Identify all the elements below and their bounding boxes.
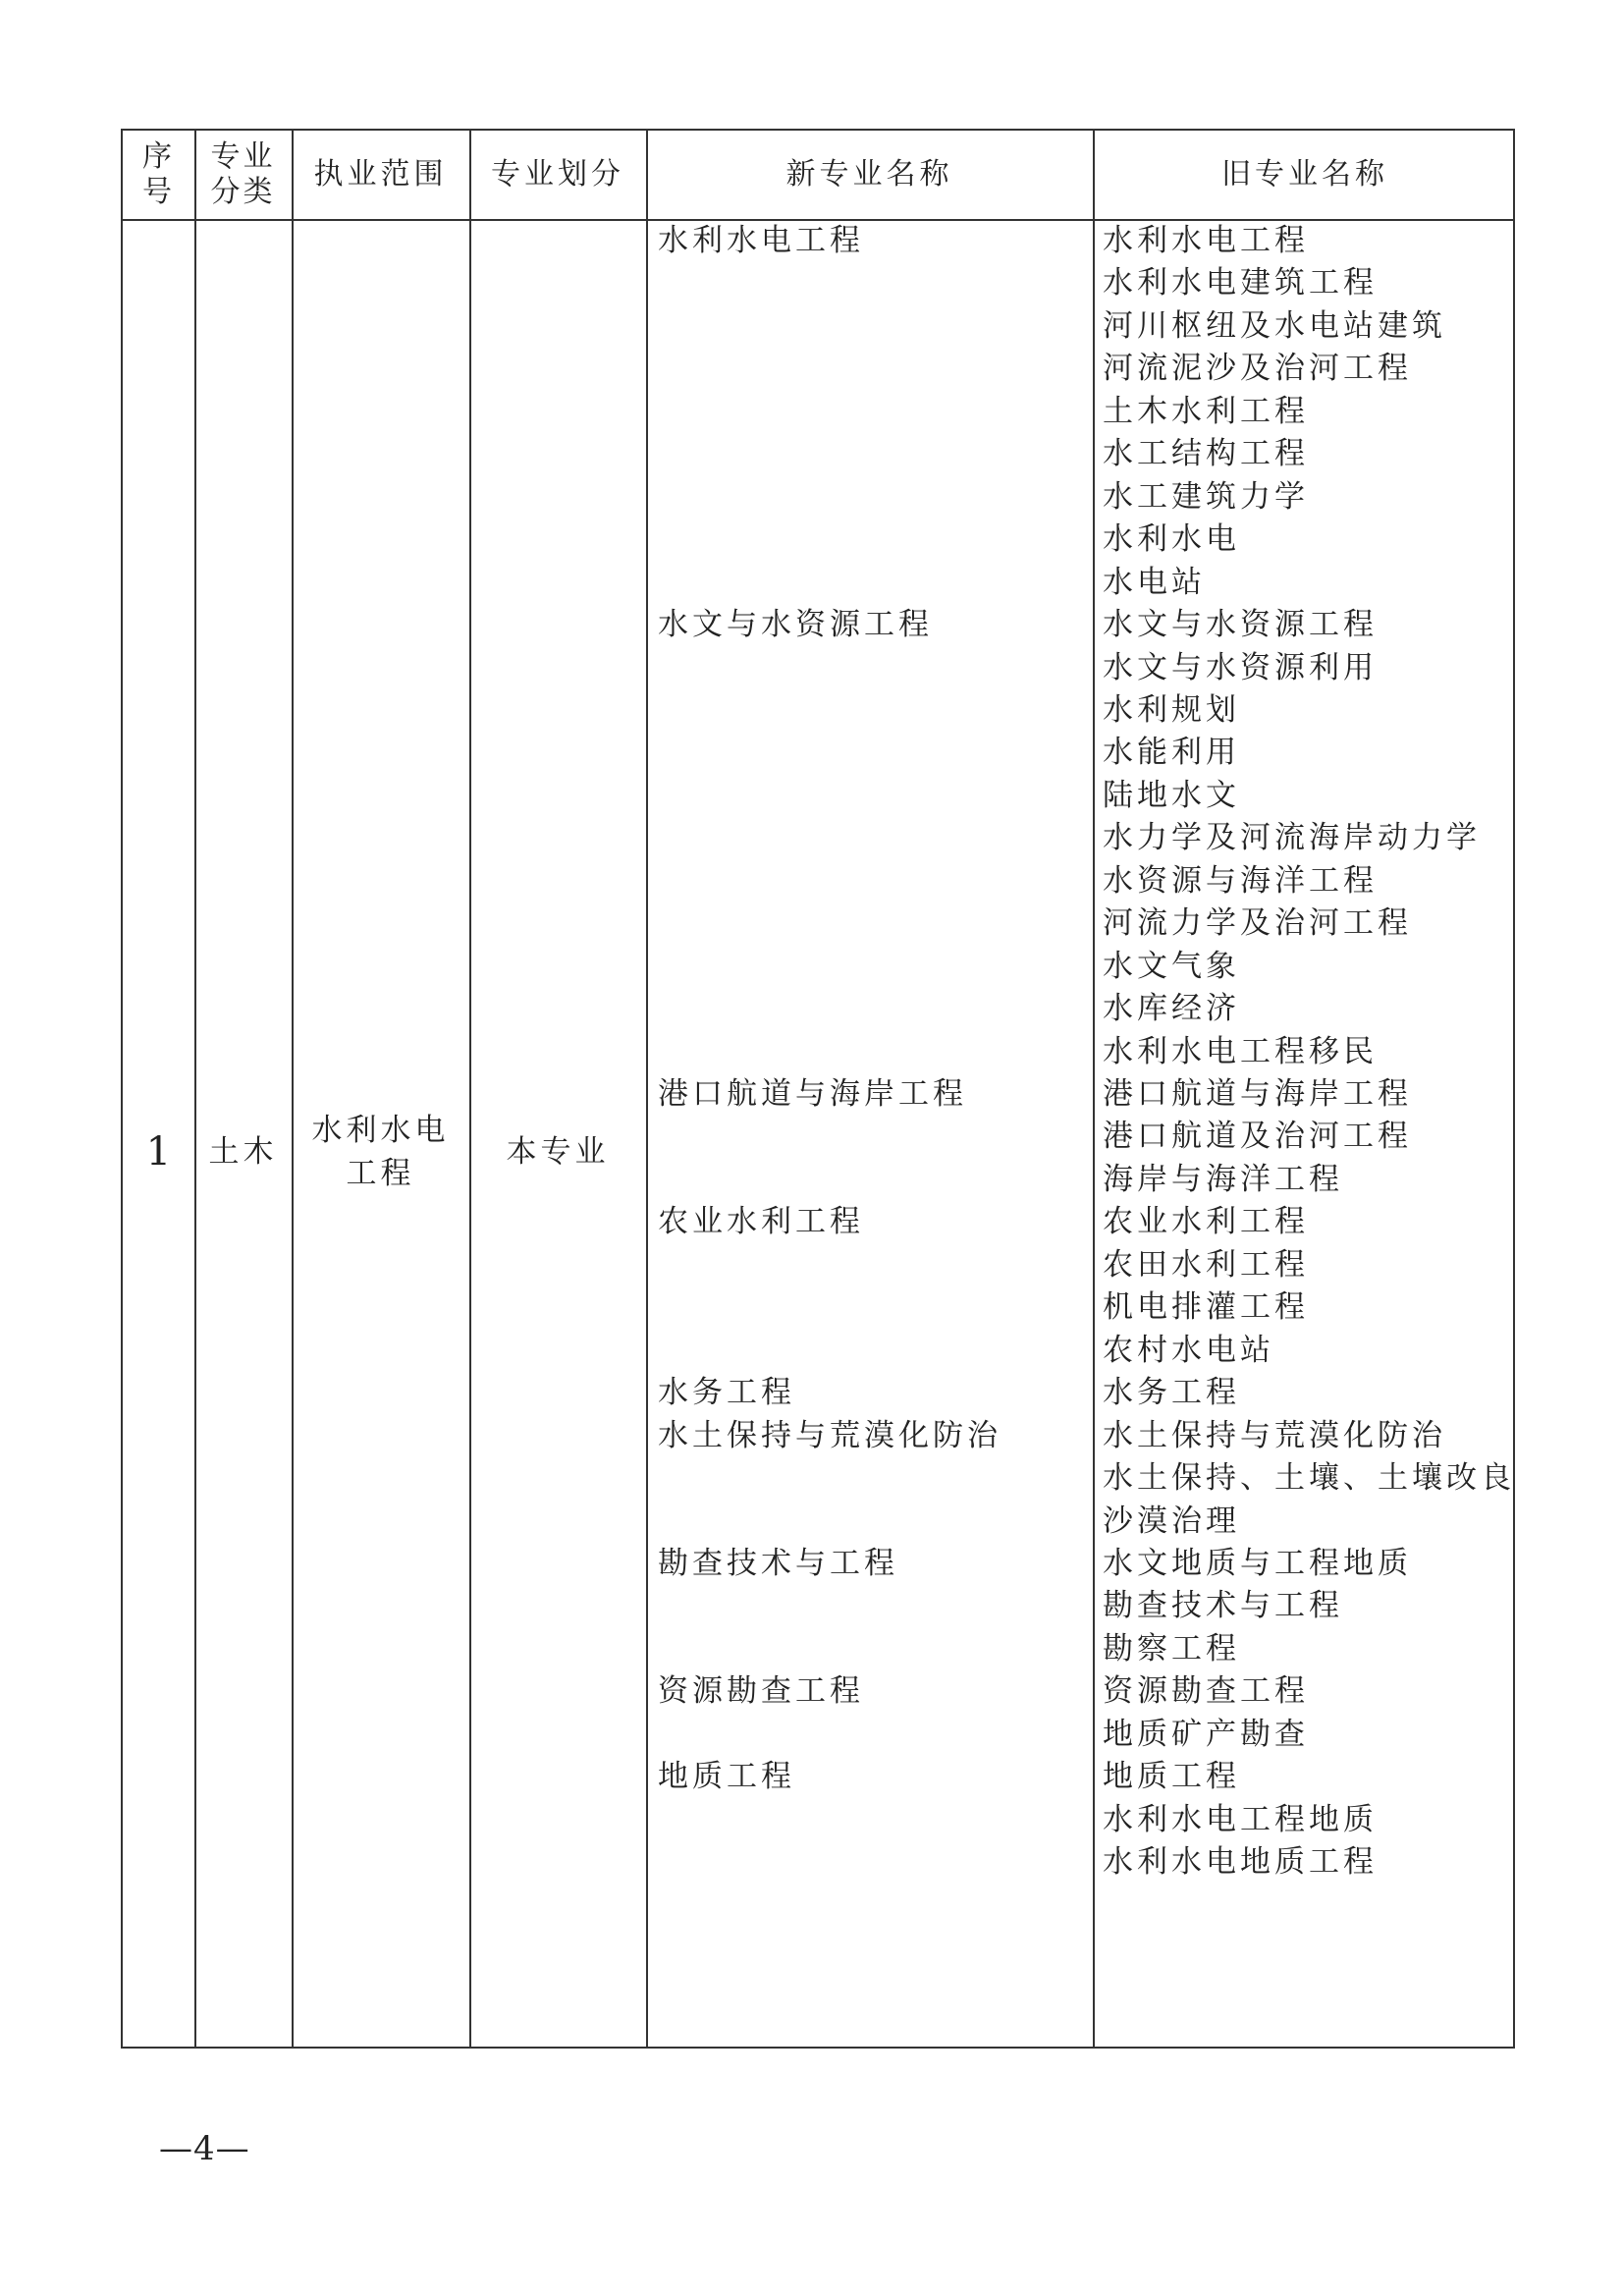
header-seq-line1: 序 [142,139,175,174]
old-name-item: 农村水电站 [1103,1332,1274,1368]
old-name-item: 地质矿产勘查 [1103,1716,1309,1752]
old-name-item: 河流泥沙及治河工程 [1103,351,1412,387]
row-seq: 1 [145,1129,172,1175]
old-name-item: 水利水电 [1103,521,1240,558]
column-divider [292,131,294,2047]
new-name-item: 勘查技术与工程 [658,1545,898,1581]
old-name-item: 水土保持、土壤、土壤改良 [1103,1460,1515,1497]
header-new-name: 新专业名称 [785,157,953,191]
old-name-item: 水利水电工程地质 [1103,1801,1378,1837]
old-name-item: 水利规划 [1103,691,1240,728]
old-name-item: 水文地质与工程地质 [1103,1545,1412,1581]
column-divider [194,131,196,2047]
old-name-item: 地质工程 [1103,1759,1240,1795]
header-scope: 执业范围 [313,157,448,191]
old-name-item: 水利水电地质工程 [1103,1844,1378,1881]
header-division: 专业划分 [491,157,624,191]
old-name-item: 河流力学及治河工程 [1103,905,1412,942]
old-name-item: 水力学及河流海岸动力学 [1103,820,1481,856]
old-name-item: 沙漠治理 [1103,1503,1240,1539]
old-name-item: 河川枢纽及水电站建筑 [1103,307,1446,344]
new-name-item: 水利水电工程 [658,223,864,258]
old-name-item: 机电排灌工程 [1103,1289,1309,1326]
row-category: 土木 [208,1134,278,1170]
page-number: —4— [159,2129,250,2168]
column-divider [469,131,471,2047]
old-name-item: 勘查技术与工程 [1103,1588,1343,1624]
row-scope [292,1108,469,1196]
old-name-item: 水电站 [1103,564,1206,600]
header-category-line1: 专业 [210,139,276,174]
old-name-item: 水资源与海洋工程 [1103,862,1378,899]
old-name-item: 海岸与海洋工程 [1103,1161,1343,1197]
old-name-item: 水利水电工程移民 [1103,1033,1378,1069]
row-division: 本专业 [506,1134,610,1170]
new-name-item: 水务工程 [658,1375,795,1411]
old-name-item: 农业水利工程 [1103,1204,1309,1240]
new-name-item: 资源勘查工程 [658,1673,864,1710]
header-old-name: 旧专业名称 [1221,157,1388,191]
new-name-item: 水文与水资源工程 [658,607,933,643]
new-name-item: 农业水利工程 [658,1204,864,1240]
old-name-item: 水文与水资源工程 [1103,607,1378,643]
old-name-item: 水文气象 [1103,948,1240,984]
column-divider [1093,131,1095,2047]
header-seq [123,131,194,219]
old-name-item: 水能利用 [1103,735,1240,771]
row-scope-line2: 工程 [346,1156,415,1191]
old-name-item: 水利水电建筑工程 [1103,265,1378,301]
old-name-item: 水利水电工程 [1103,223,1309,258]
old-name-item: 陆地水文 [1103,777,1240,813]
column-divider [646,131,648,2047]
old-name-item: 农田水利工程 [1103,1246,1309,1283]
new-name-item: 水土保持与荒漠化防治 [658,1417,1001,1453]
old-name-item: 港口航道及治河工程 [1103,1119,1412,1155]
old-name-item: 土木水利工程 [1103,393,1309,429]
header-category [194,131,292,219]
header-seq-line2: 号 [142,175,175,209]
old-name-item: 水工建筑力学 [1103,478,1309,515]
old-name-item: 港口航道与海岸工程 [1103,1076,1412,1112]
old-name-item: 勘察工程 [1103,1630,1240,1667]
old-name-item: 水工结构工程 [1103,436,1309,472]
new-name-item: 港口航道与海岸工程 [658,1076,967,1112]
old-name-item: 资源勘查工程 [1103,1673,1309,1710]
old-name-item: 水土保持与荒漠化防治 [1103,1417,1446,1453]
old-name-item: 水文与水资源利用 [1103,649,1378,685]
new-name-item: 地质工程 [658,1759,795,1795]
header-category-line2: 分类 [210,175,276,209]
old-name-item: 水务工程 [1103,1375,1240,1411]
old-name-item: 水库经济 [1103,991,1240,1027]
row-scope-line1: 水利水电 [311,1113,450,1148]
major-table [121,129,1515,2049]
